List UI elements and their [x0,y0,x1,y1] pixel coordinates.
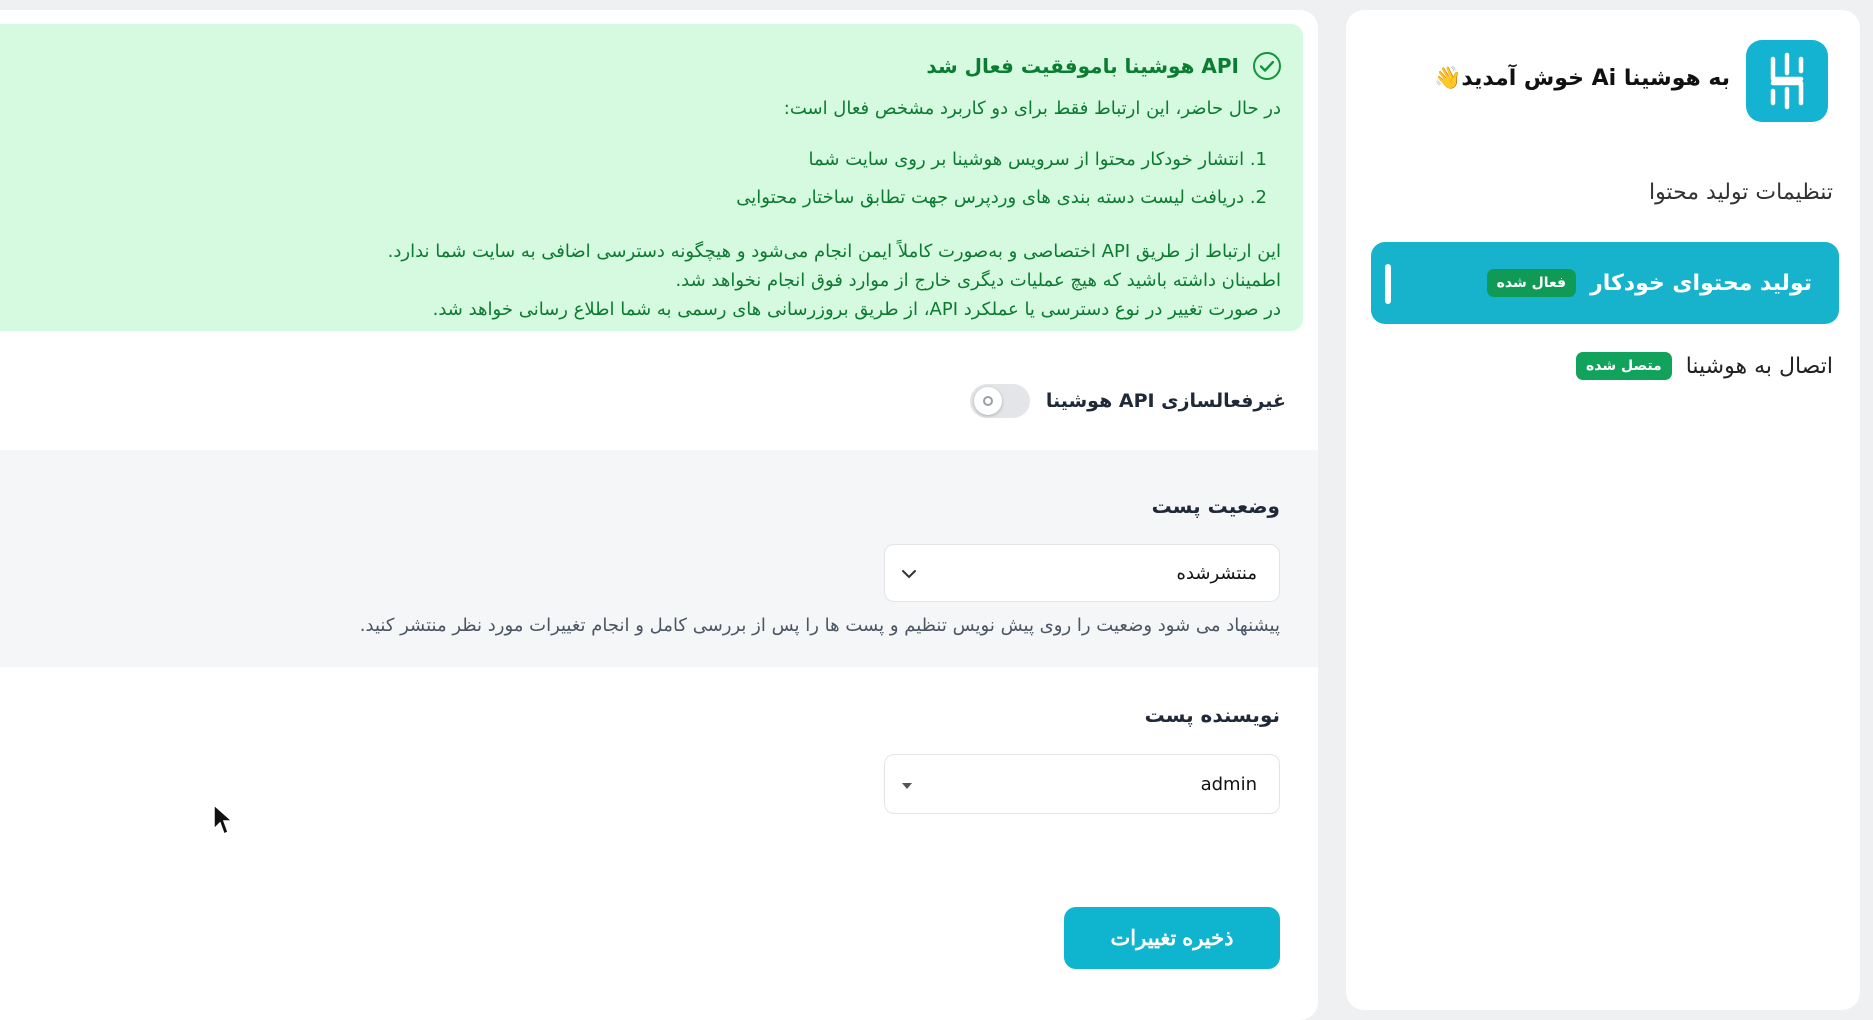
disable-api-label: غیرفعالسازی API هوشینا [1045,390,1286,412]
disable-api-toggle[interactable] [970,384,1030,418]
mouse-cursor-icon [212,803,234,841]
notice-list [0,141,1281,217]
hooshina-logo-icon [1746,40,1828,122]
post-status-label: وضعیت پست [1151,494,1280,518]
notice-list-item: 1. انتشار خودکار محتوا از سرویس هوشینا بر روی سایت شما [808,149,1267,170]
notice-title-row [0,52,1281,80]
active-indicator [1385,264,1391,304]
caret-down-icon [901,774,913,795]
settings-panel [0,10,1318,1020]
post-status-section [0,450,1318,667]
welcome-title: به هوشینا Ai خوش آمدید👋 [1434,66,1730,91]
notice-paragraph-line: اطمینان داشته باشید که هیچ عملیات دیگری خارج از موارد فوق انجام نخواهد شد. [675,270,1281,291]
chevron-down-icon [901,563,917,584]
post-status-hint: پیشنهاد می شود وضعیت را روی پیش نویس تنظیم و پست ها را پس از بررسی کامل و انجام تغییرات مورد نظر منتشر کنید. [359,615,1280,636]
notice-paragraph-line: این ارتباط از طریق API اختصاصی و به‌صورت کاملاً ایمن انجام می‌شود و هیچگونه دسترسی اضافی به سایت شما ندارد. [387,241,1281,262]
notice-list-item: 2. دریافت لیست دسته بندی های وردپرس جهت تطابق ساختار محتوایی [736,187,1267,208]
save-button[interactable]: ذخیره تغییرات [1064,907,1280,969]
disable-api-row [970,384,1286,418]
post-status-value: منتشرشده [1176,562,1257,584]
sidebar-item-auto-content[interactable] [1371,242,1839,324]
post-author-value: admin [1200,773,1257,795]
post-author-label: نویسنده پست [1144,703,1280,727]
check-circle-icon [1253,52,1281,80]
sidebar-item-connect[interactable] [1576,352,1833,380]
sidebar [1346,10,1860,1010]
api-success-notice [0,24,1303,331]
sidebar-section-title: تنظیمات تولید محتوا [1648,180,1833,205]
notice-intro: در حال حاضر، این ارتباط فقط برای دو کاربرد مشخص فعال است: [783,98,1281,119]
post-status-select[interactable] [884,544,1280,602]
notice-paragraph [0,237,1281,324]
post-author-select[interactable] [884,754,1280,814]
notice-paragraph-line: در صورت تغییر در نوع دسترسی یا عملکرد API، از طریق بروزرسانی های رسمی به شما اطلاع رسانی خواهد شد. [432,299,1281,320]
toggle-knob [974,387,1002,415]
notice-title: API هوشینا باموفقیت فعال شد [926,54,1239,78]
status-badge: متصل شده [1576,352,1672,380]
sidebar-item-label: اتصال به هوشینا [1685,353,1833,379]
status-badge: فعال شده [1487,269,1576,297]
sidebar-item-label: تولید محتوای خودکار [1590,270,1812,296]
